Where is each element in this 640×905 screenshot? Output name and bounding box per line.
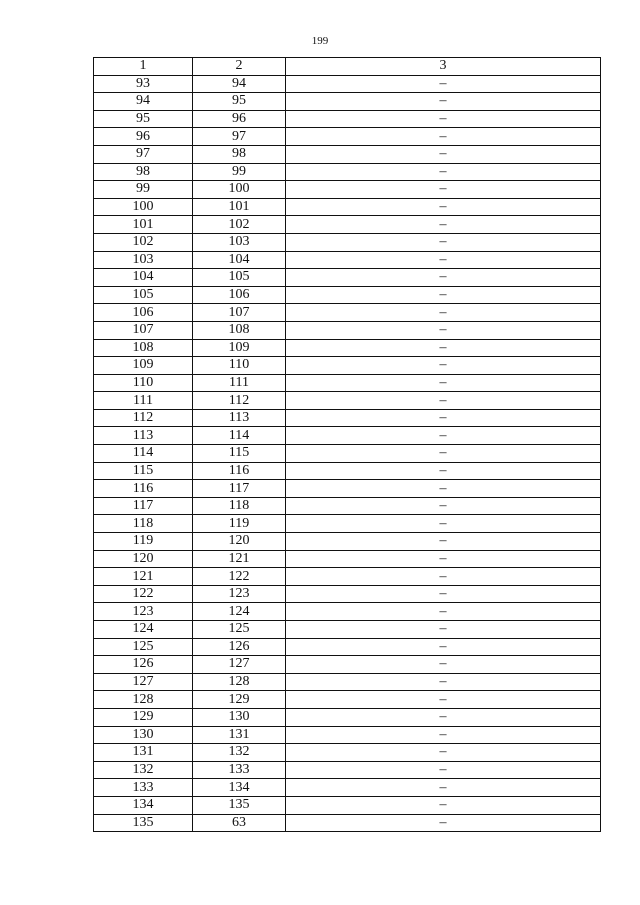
table-cell-col-1: 118 (94, 515, 193, 533)
column-header-1: 1 (94, 58, 193, 76)
table-cell-col-1: 96 (94, 128, 193, 146)
table-cell-col-3: – (286, 814, 601, 832)
table-row (94, 585, 601, 603)
table-cell-col-1: 132 (94, 761, 193, 779)
table-cell-col-3: – (286, 392, 601, 410)
table-cell-col-2: 115 (193, 445, 286, 463)
table-row (94, 550, 601, 568)
table-row (94, 480, 601, 498)
table-cell-col-3: – (286, 497, 601, 515)
table-cell-col-2: 127 (193, 656, 286, 674)
table-cell-col-3: – (286, 568, 601, 586)
table-cell-col-2: 131 (193, 726, 286, 744)
table-cell-col-2: 135 (193, 796, 286, 814)
table-row (94, 286, 601, 304)
table-cell-col-2: 134 (193, 779, 286, 797)
table-cell-col-3: – (286, 427, 601, 445)
table-cell-col-2: 122 (193, 568, 286, 586)
table-cell-col-1: 133 (94, 779, 193, 797)
table-cell-col-3: – (286, 163, 601, 181)
table-row (94, 744, 601, 762)
table-cell-col-1: 116 (94, 480, 193, 498)
table-row (94, 515, 601, 533)
table-cell-col-1: 125 (94, 638, 193, 656)
table-cell-col-1: 113 (94, 427, 193, 445)
table-cell-col-2: 129 (193, 691, 286, 709)
table-cell-col-1: 135 (94, 814, 193, 832)
table-cell-col-3: – (286, 110, 601, 128)
table-row (94, 462, 601, 480)
table-cell-col-1: 126 (94, 656, 193, 674)
column-header-2: 2 (193, 58, 286, 76)
column-header-3: 3 (286, 58, 601, 76)
table-cell-col-2: 63 (193, 814, 286, 832)
table-row (94, 621, 601, 639)
table-cell-col-2: 123 (193, 585, 286, 603)
table-cell-col-2: 97 (193, 128, 286, 146)
table-cell-col-2: 106 (193, 286, 286, 304)
table-cell-col-3: – (286, 462, 601, 480)
table-cell-col-2: 94 (193, 75, 286, 93)
table-cell-col-3: – (286, 216, 601, 234)
table-row (94, 796, 601, 814)
table-cell-col-3: – (286, 93, 601, 111)
table-cell-col-1: 112 (94, 409, 193, 427)
table-cell-col-1: 111 (94, 392, 193, 410)
table-cell-col-2: 116 (193, 462, 286, 480)
table-cell-col-2: 105 (193, 269, 286, 287)
table-cell-col-2: 133 (193, 761, 286, 779)
table-cell-col-3: – (286, 779, 601, 797)
table-cell-col-1: 127 (94, 673, 193, 691)
table-cell-col-2: 95 (193, 93, 286, 111)
table-row (94, 533, 601, 551)
table-cell-col-1: 117 (94, 497, 193, 515)
table-cell-col-2: 108 (193, 321, 286, 339)
table-cell-col-3: – (286, 638, 601, 656)
table-row (94, 216, 601, 234)
table-row (94, 75, 601, 93)
table-cell-col-2: 111 (193, 374, 286, 392)
table-cell-col-2: 117 (193, 480, 286, 498)
table-cell-col-1: 114 (94, 445, 193, 463)
table-row (94, 233, 601, 251)
table-cell-col-3: – (286, 621, 601, 639)
table-cell-col-3: – (286, 673, 601, 691)
table-cell-col-3: – (286, 480, 601, 498)
table-cell-col-2: 119 (193, 515, 286, 533)
table-cell-col-1: 119 (94, 533, 193, 551)
table-cell-col-2: 101 (193, 198, 286, 216)
table-cell-col-1: 95 (94, 110, 193, 128)
table-cell-col-2: 110 (193, 357, 286, 375)
table-cell-col-1: 99 (94, 181, 193, 199)
table-cell-col-3: – (286, 357, 601, 375)
table-cell-col-1: 129 (94, 708, 193, 726)
table-cell-col-1: 105 (94, 286, 193, 304)
table-cell-col-3: – (286, 339, 601, 357)
table-cell-col-3: – (286, 445, 601, 463)
table-cell-col-3: – (286, 691, 601, 709)
table-cell-col-2: 128 (193, 673, 286, 691)
table-body (94, 75, 601, 832)
table-row (94, 409, 601, 427)
table-cell-col-1: 109 (94, 357, 193, 375)
table-row (94, 656, 601, 674)
table-header-row (94, 58, 601, 76)
table-row (94, 145, 601, 163)
table-cell-col-2: 100 (193, 181, 286, 199)
table-cell-col-3: – (286, 515, 601, 533)
table-row (94, 198, 601, 216)
table-row (94, 304, 601, 322)
table-cell-col-1: 108 (94, 339, 193, 357)
table-row (94, 339, 601, 357)
table-cell-col-3: – (286, 726, 601, 744)
table-cell-col-1: 134 (94, 796, 193, 814)
table-cell-col-2: 130 (193, 708, 286, 726)
table-cell-col-1: 122 (94, 585, 193, 603)
table-cell-col-2: 107 (193, 304, 286, 322)
table-cell-col-1: 123 (94, 603, 193, 621)
table-row (94, 814, 601, 832)
table-cell-col-1: 100 (94, 198, 193, 216)
table-cell-col-2: 104 (193, 251, 286, 269)
table-row (94, 638, 601, 656)
table-row (94, 110, 601, 128)
table-cell-col-2: 126 (193, 638, 286, 656)
table-cell-col-2: 114 (193, 427, 286, 445)
table-cell-col-3: – (286, 708, 601, 726)
table-row (94, 163, 601, 181)
table-cell-col-2: 102 (193, 216, 286, 234)
table-cell-col-3: – (286, 181, 601, 199)
table-row (94, 779, 601, 797)
table-row (94, 93, 601, 111)
table-cell-col-2: 112 (193, 392, 286, 410)
table-cell-col-1: 98 (94, 163, 193, 181)
table-cell-col-3: – (286, 656, 601, 674)
table-cell-col-3: – (286, 603, 601, 621)
table-cell-col-3: – (286, 744, 601, 762)
table-row (94, 726, 601, 744)
page-number: 199 (311, 35, 329, 47)
table-cell-col-1: 97 (94, 145, 193, 163)
table-cell-col-1: 102 (94, 233, 193, 251)
table-cell-col-1: 106 (94, 304, 193, 322)
table-cell-col-2: 118 (193, 497, 286, 515)
table-cell-col-3: – (286, 796, 601, 814)
table-row (94, 181, 601, 199)
table-cell-col-1: 107 (94, 321, 193, 339)
table-cell-col-3: – (286, 75, 601, 93)
table-row (94, 392, 601, 410)
table-cell-col-1: 94 (94, 93, 193, 111)
table-row (94, 445, 601, 463)
table-cell-col-2: 120 (193, 533, 286, 551)
table-cell-col-3: – (286, 233, 601, 251)
data-table (93, 57, 601, 832)
table-cell-col-2: 103 (193, 233, 286, 251)
table-cell-col-2: 125 (193, 621, 286, 639)
table-row (94, 128, 601, 146)
table-cell-col-1: 104 (94, 269, 193, 287)
table-row (94, 673, 601, 691)
table-row (94, 251, 601, 269)
table-cell-col-3: – (286, 374, 601, 392)
table-cell-col-2: 99 (193, 163, 286, 181)
table-cell-col-1: 93 (94, 75, 193, 93)
table-row (94, 497, 601, 515)
table-cell-col-3: – (286, 251, 601, 269)
table-cell-col-3: – (286, 286, 601, 304)
table-cell-col-1: 120 (94, 550, 193, 568)
table-cell-col-1: 121 (94, 568, 193, 586)
table-cell-col-1: 110 (94, 374, 193, 392)
table-cell-col-2: 96 (193, 110, 286, 128)
table-row (94, 427, 601, 445)
table-row (94, 761, 601, 779)
table-cell-col-1: 101 (94, 216, 193, 234)
table-cell-col-1: 130 (94, 726, 193, 744)
table-cell-col-2: 124 (193, 603, 286, 621)
table-row (94, 603, 601, 621)
table-cell-col-3: – (286, 304, 601, 322)
table-cell-col-2: 98 (193, 145, 286, 163)
table-row (94, 691, 601, 709)
table-cell-col-1: 128 (94, 691, 193, 709)
table-row (94, 374, 601, 392)
table-cell-col-1: 131 (94, 744, 193, 762)
table-cell-col-2: 121 (193, 550, 286, 568)
table-cell-col-3: – (286, 321, 601, 339)
table-row (94, 708, 601, 726)
table-row (94, 568, 601, 586)
table-cell-col-3: – (286, 269, 601, 287)
table-cell-col-1: 115 (94, 462, 193, 480)
table-cell-col-3: – (286, 145, 601, 163)
table-cell-col-1: 124 (94, 621, 193, 639)
table-cell-col-2: 109 (193, 339, 286, 357)
table-cell-col-3: – (286, 409, 601, 427)
table-cell-col-1: 103 (94, 251, 193, 269)
table-row (94, 269, 601, 287)
table-row (94, 357, 601, 375)
table-cell-col-3: – (286, 761, 601, 779)
table-cell-col-3: – (286, 533, 601, 551)
table-cell-col-3: – (286, 550, 601, 568)
table-cell-col-3: – (286, 198, 601, 216)
table-row (94, 321, 601, 339)
table-cell-col-3: – (286, 585, 601, 603)
table-cell-col-2: 113 (193, 409, 286, 427)
table-cell-col-2: 132 (193, 744, 286, 762)
table-cell-col-3: – (286, 128, 601, 146)
